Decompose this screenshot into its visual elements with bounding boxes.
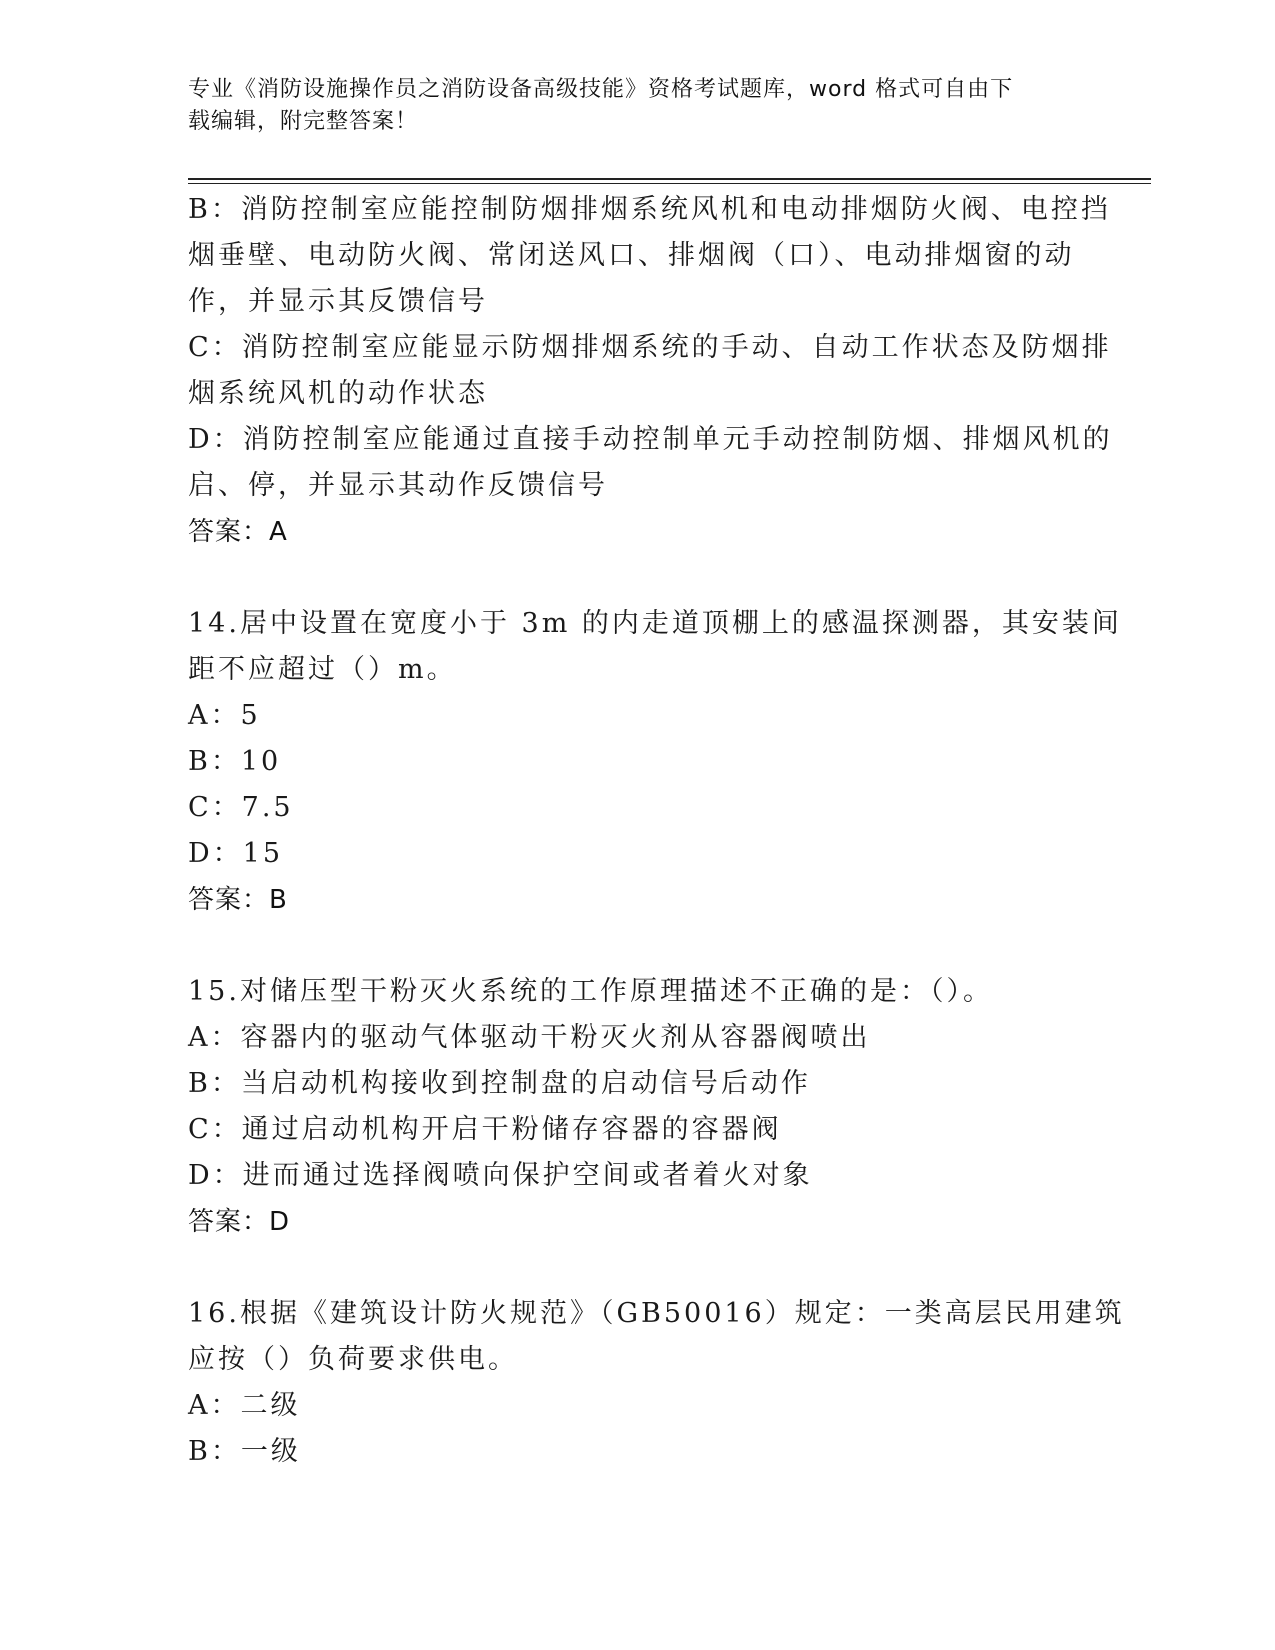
header-line-1: 专业《消防设施操作员之消防设备高级技能》资格考试题库，word 格式可自由下 — [188, 77, 1014, 102]
question-block-15 — [188, 969, 1088, 1245]
option-b: B：10 — [188, 746, 282, 777]
header-line-2: 载编辑，附完整答案！ — [188, 109, 419, 134]
header-divider-thin — [188, 183, 1151, 184]
question-16-line-1: 16.根据《建筑设计防火规范》（GB50016）规定：一类高层民用建筑 — [188, 1298, 1125, 1329]
answer-13: 答案：A — [188, 517, 288, 547]
answer-14: 答案：B — [188, 885, 288, 915]
option-b-line-2: 烟垂壁、电动防火阀、常闭送风口、排烟阀（口）、电动排烟窗的动 — [188, 240, 1075, 271]
question-14-line-2: 距不应超过（）m。 — [188, 654, 457, 685]
spacer — [188, 1245, 1088, 1291]
option-b-line-1: B：消防控制室应能控制防烟排烟系统风机和电动排烟防火阀、电控挡 — [188, 194, 1111, 225]
option-a: A：5 — [188, 700, 261, 731]
question-16-line-2: 应按（）负荷要求供电。 — [188, 1344, 518, 1375]
spacer — [188, 923, 1088, 969]
option-c: C：7.5 — [188, 792, 294, 823]
option-b: B：当启动机构接收到控制盘的启动信号后动作 — [188, 1068, 811, 1099]
page-header — [188, 74, 1068, 138]
option-b: B：一级 — [188, 1436, 301, 1467]
spacer — [188, 555, 1088, 601]
question-block-13 — [188, 187, 1113, 555]
option-b-line-3: 作，并显示其反馈信号 — [188, 286, 488, 317]
question-content — [188, 187, 1125, 1475]
question-14-line-1: 14.居中设置在宽度小于 3m 的内走道顶棚上的感温探测器，其安装间 — [188, 608, 1122, 639]
question-block-16 — [188, 1291, 1125, 1475]
answer-15: 答案：D — [188, 1207, 291, 1237]
header-divider-thick — [188, 178, 1151, 180]
option-c-line-1: C：消防控制室应能显示防烟排烟系统的手动、自动工作状态及防烟排 — [188, 332, 1112, 363]
option-d-line-1: D：消防控制室应能通过直接手动控制单元手动控制防烟、排烟风机的 — [188, 424, 1113, 455]
question-block-14 — [188, 601, 1122, 923]
option-d: D：进而通过选择阀喷向保护空间或者着火对象 — [188, 1160, 813, 1191]
question-15-line-1: 15.对储压型干粉灭火系统的工作原理描述不正确的是：（）。 — [188, 976, 993, 1007]
option-d-line-2: 启、停，并显示其动作反馈信号 — [188, 470, 608, 501]
option-d: D：15 — [188, 838, 284, 869]
option-a: A：容器内的驱动气体驱动干粉灭火剂从容器阀喷出 — [188, 1022, 871, 1053]
option-c-line-2: 烟系统风机的动作状态 — [188, 378, 488, 409]
option-a: A：二级 — [188, 1390, 301, 1421]
option-c: C：通过启动机构开启干粉储存容器的容器阀 — [188, 1114, 782, 1145]
